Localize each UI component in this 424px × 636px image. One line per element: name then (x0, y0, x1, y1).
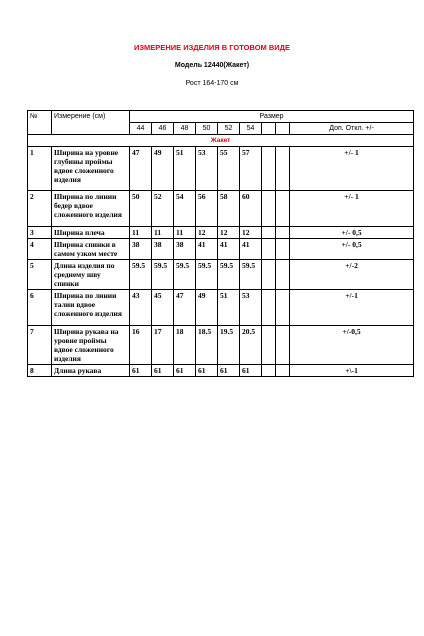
measurement-value: 18 (174, 326, 196, 365)
measurement-value: 61 (196, 365, 218, 377)
measurement-value: 50 (130, 191, 152, 227)
measurement-value: 51 (218, 290, 240, 326)
measurement-value (262, 227, 276, 239)
header-row-1 (28, 111, 414, 123)
measurement-value: 41 (196, 239, 218, 260)
measurement-value: 61 (174, 365, 196, 377)
measurement-value: 60 (240, 191, 262, 227)
measurement-value: 11 (130, 227, 152, 239)
measurement-value: 43 (130, 290, 152, 326)
measurement-value: 59.5 (240, 260, 262, 290)
row-number: 3 (28, 227, 52, 239)
row-number: 4 (28, 239, 52, 260)
measurement-value (276, 191, 290, 227)
measurement-value: 52 (152, 191, 174, 227)
measurement-value: 20.5 (240, 326, 262, 365)
measurement-value: 51 (174, 147, 196, 191)
measurement-value (276, 239, 290, 260)
measurement-value (262, 365, 276, 377)
measurement-value: 56 (196, 191, 218, 227)
measurement-value (276, 260, 290, 290)
measurement-value: 49 (196, 290, 218, 326)
measurement-value: 59.5 (130, 260, 152, 290)
tolerance-value: +/- 0,5 (290, 239, 414, 260)
measurement-value: 19.5 (218, 326, 240, 365)
measurement-value (262, 326, 276, 365)
col-header-measurement: Измерение (см) (52, 111, 130, 135)
tolerance-value: +/- 0,5 (290, 227, 414, 239)
measurement-name: Ширина по линии талии вдвое сложенного изделия (52, 290, 130, 326)
table-row (28, 260, 414, 290)
col-header-number: № (28, 111, 52, 135)
measurement-value (262, 147, 276, 191)
table-body (28, 111, 414, 377)
table-row (28, 227, 414, 239)
size-header: 44 (130, 123, 152, 135)
measurement-value (276, 227, 290, 239)
measurement-value: 12 (218, 227, 240, 239)
measurement-value: 45 (152, 290, 174, 326)
row-number: 1 (28, 147, 52, 191)
measurement-value: 38 (174, 239, 196, 260)
tolerance-value: +/-2 (290, 260, 414, 290)
row-number: 6 (28, 290, 52, 326)
measurement-value: 12 (240, 227, 262, 239)
measurement-value (262, 191, 276, 227)
measurement-value (262, 260, 276, 290)
col-header-tolerance: Доп. Откл. +/- (290, 123, 414, 135)
measurement-value: 53 (196, 147, 218, 191)
measurement-value: 41 (218, 239, 240, 260)
measurement-value: 59.5 (174, 260, 196, 290)
measurement-value: 59.5 (218, 260, 240, 290)
size-header: 54 (240, 123, 262, 135)
measurement-value: 59.5 (152, 260, 174, 290)
table-row (28, 147, 414, 191)
measurement-value: 55 (218, 147, 240, 191)
tolerance-value: +/-1 (290, 290, 414, 326)
table-row (28, 239, 414, 260)
tolerance-value: +/-0,5 (290, 326, 414, 365)
measurement-value: 16 (130, 326, 152, 365)
col-header-size: Размер (130, 111, 414, 123)
measurement-name: Ширина спинки в самом узком месте (52, 239, 130, 260)
measurement-value: 47 (130, 147, 152, 191)
measurement-value (276, 365, 290, 377)
table-row (28, 326, 414, 365)
measurement-value: 41 (240, 239, 262, 260)
measurement-value: 11 (174, 227, 196, 239)
size-header (276, 123, 290, 135)
row-number: 7 (28, 326, 52, 365)
size-header: 46 (152, 123, 174, 135)
row-number: 2 (28, 191, 52, 227)
size-header: 52 (218, 123, 240, 135)
measurement-value (262, 290, 276, 326)
tolerance-value: +\-1 (290, 365, 414, 377)
measurement-value: 17 (152, 326, 174, 365)
measurement-value: 61 (218, 365, 240, 377)
measurement-name: Ширина на уровне глубины проймы вдвое сложенного изделия (52, 147, 130, 191)
measurement-value: 54 (174, 191, 196, 227)
table-row (28, 365, 414, 377)
table-row (28, 191, 414, 227)
measurement-value: 61 (130, 365, 152, 377)
model-name: Модель 12440(Жакет) (174, 62, 250, 69)
measurement-value: 61 (152, 365, 174, 377)
measurement-value: 59.5 (196, 260, 218, 290)
measurement-value: 18.5 (196, 326, 218, 365)
size-header: 50 (196, 123, 218, 135)
measurement-value: 38 (130, 239, 152, 260)
size-header (262, 123, 276, 135)
measurement-value: 53 (240, 290, 262, 326)
measurement-value: 49 (152, 147, 174, 191)
document-title: ИЗМЕРЕНИЕ ИЗДЕЛИЯ В ГОТОВОМ ВИДЕ (133, 43, 291, 52)
measurement-value (276, 147, 290, 191)
measurement-value: 58 (218, 191, 240, 227)
measurement-value: 47 (174, 290, 196, 326)
row-number: 8 (28, 365, 52, 377)
size-header: 48 (174, 123, 196, 135)
measurement-name: Длина изделия по среднему шву спинки (52, 260, 130, 290)
tolerance-value: +/- 1 (290, 191, 414, 227)
measurement-name: Ширина плеча (52, 227, 130, 239)
measurement-value: 38 (152, 239, 174, 260)
measurement-value: 57 (240, 147, 262, 191)
row-number: 5 (28, 260, 52, 290)
measurement-name: Длина рукава (52, 365, 130, 377)
measurement-value (276, 290, 290, 326)
table-row (28, 290, 414, 326)
measurement-value (262, 239, 276, 260)
measurement-value (276, 326, 290, 365)
measurement-value: 61 (240, 365, 262, 377)
section-row (28, 135, 414, 147)
height-range: Рост 164-170 см (185, 80, 239, 87)
tolerance-value: +/- 1 (290, 147, 414, 191)
measurement-table (27, 110, 414, 377)
measurement-name: Ширина по линии бедер вдвое сложенного изделия (52, 191, 130, 227)
measurement-value: 11 (152, 227, 174, 239)
measurement-value: 12 (196, 227, 218, 239)
section-label: Жакет (28, 135, 414, 147)
measurement-name: Ширина рукава на уровне проймы вдвое сложенного изделия (52, 326, 130, 365)
